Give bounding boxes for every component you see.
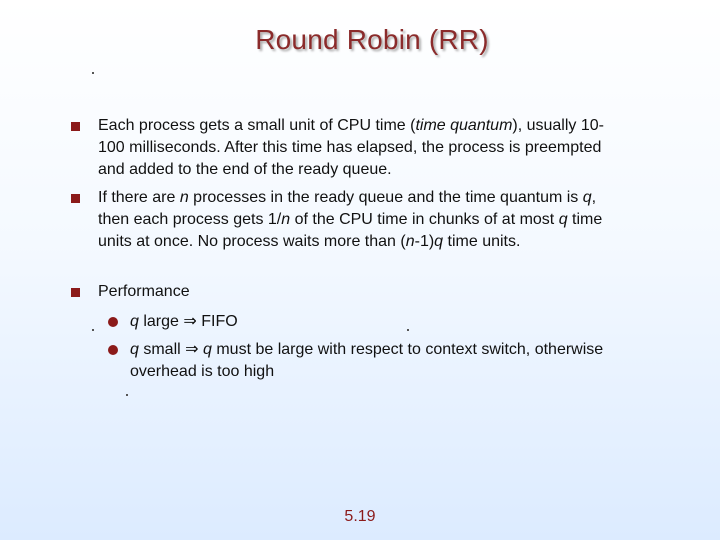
bullet-text: time units at once. No process waits more than ( xyxy=(98,211,603,250)
bullet-emphasis: q xyxy=(558,211,568,228)
subbullet-text: must be large with respect to context switch, otherwise overhead is too high xyxy=(130,341,604,380)
bullet-text: Performance xyxy=(98,283,190,300)
bullet-text: of the CPU time in chunks of at most xyxy=(290,211,559,228)
bullet-emphasis: n xyxy=(281,211,291,228)
square-bullet-icon xyxy=(71,194,80,203)
bullet-n-processes xyxy=(98,187,618,253)
bullet-text: Each process gets a small unit of CPU time ( xyxy=(98,117,416,134)
stray-dot xyxy=(126,394,128,396)
bullet-performance xyxy=(98,281,618,303)
bullet-text: ), usually 10-100 milliseconds. After this time has elapsed, the process is preempted and added to the end of the ready queue. xyxy=(98,117,604,178)
bullet-text: , then each process gets 1/ xyxy=(98,189,597,228)
square-bullet-icon xyxy=(71,288,80,297)
subbullet-q-large xyxy=(130,311,610,333)
bullet-emphasis: time quantum xyxy=(415,117,513,134)
subbullet-text: small ⇒ xyxy=(138,341,203,358)
bullet-emphasis: n xyxy=(179,189,189,206)
bullet-emphasis: n xyxy=(405,233,415,250)
subbullet-emphasis: q xyxy=(130,313,139,330)
stray-dot xyxy=(92,72,94,74)
subbullet-text: large ⇒ FIFO xyxy=(138,313,238,330)
stray-dot xyxy=(92,329,94,331)
bullet-emphasis: q xyxy=(434,233,444,250)
subbullet-emphasis: q xyxy=(130,341,139,358)
bullet-text: processes in the ready queue and the time quantum is xyxy=(188,189,583,206)
bullet-text: If there are xyxy=(98,189,180,206)
bullet-time-quantum xyxy=(98,115,618,181)
bullet-text: time units. xyxy=(443,233,521,250)
bullet-emphasis: q xyxy=(582,189,592,206)
stray-dot xyxy=(407,329,409,331)
square-bullet-icon xyxy=(71,122,80,131)
bullet-text: -1) xyxy=(414,233,435,250)
slide-title: Round Robin (RR) xyxy=(255,24,489,55)
subbullet-emphasis: q xyxy=(202,341,212,358)
round-bullet-icon xyxy=(108,345,118,355)
page-number: 5.19 xyxy=(344,508,376,525)
round-bullet-icon xyxy=(108,317,118,327)
subbullet-q-small xyxy=(130,339,610,383)
